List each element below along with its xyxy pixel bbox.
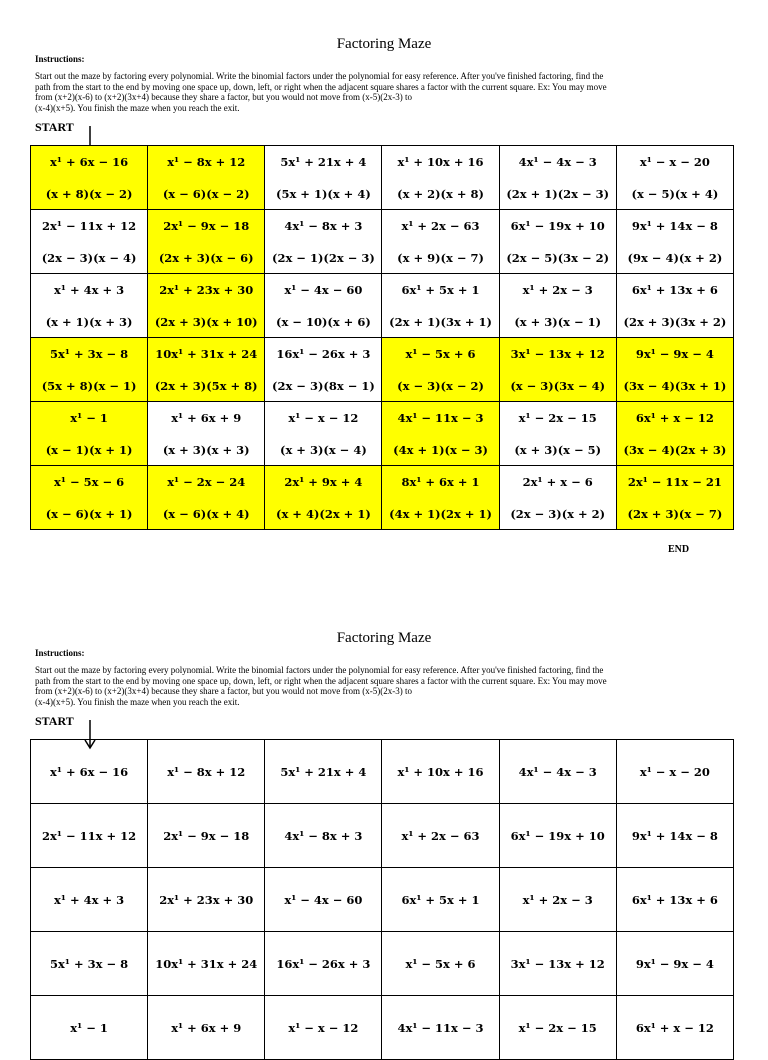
- binomial-factors: (2x + 3)(5x + 8): [154, 378, 258, 393]
- polynomial: 16x¹ − 26x + 3: [276, 346, 371, 361]
- polynomial: 4x¹ − 8x + 3: [284, 218, 363, 233]
- maze-cell: [148, 338, 265, 402]
- polynomial: 3x¹ − 13x + 12: [510, 956, 605, 971]
- polynomial: 8x¹ + 6x + 1: [401, 474, 480, 489]
- maze-cell: [382, 210, 499, 274]
- polynomial: x¹ + 2x − 3: [522, 892, 593, 907]
- polynomial: x¹ − 2x − 15: [518, 410, 597, 425]
- binomial-factors: (2x − 3)(8x − 1): [272, 378, 375, 393]
- instructions-label: Instructions:: [35, 54, 85, 64]
- binomial-factors: (9x − 4)(x + 2): [627, 250, 723, 265]
- maze-cell: [499, 338, 616, 402]
- maze-cell: [265, 740, 382, 804]
- maze-cell: [265, 402, 382, 466]
- binomial-factors: (x + 9)(x − 7): [397, 250, 484, 265]
- polynomial: 2x¹ − 11x + 12: [42, 218, 137, 233]
- maze-cell: [148, 210, 265, 274]
- instructions-line: from (x+2)(x-6) to (x+2)(3x+4) because they share a factor, but you would not move from (x-5)(2x-3) to: [35, 686, 413, 697]
- binomial-factors: (x − 5)(x + 4): [631, 186, 719, 201]
- polynomial: x¹ − 8x + 12: [167, 154, 246, 169]
- maze-cell: [499, 868, 616, 932]
- polynomial: x¹ + 2x − 63: [401, 828, 480, 843]
- binomial-factors: (2x + 3)(x + 10): [154, 314, 258, 329]
- polynomial: x¹ + 10x + 16: [397, 764, 484, 779]
- polynomial: x¹ − 4x − 60: [284, 892, 363, 907]
- maze-cell: [148, 146, 265, 210]
- polynomial: 9x¹ + 14x − 8: [631, 218, 718, 233]
- maze-cell: [382, 402, 499, 466]
- polynomial: x¹ − x − 12: [288, 410, 359, 425]
- instructions-text: [35, 71, 725, 113]
- maze-cell: [265, 466, 382, 530]
- binomial-factors: (2x − 3)(x − 4): [41, 250, 137, 265]
- polynomial: 6x¹ + 5x + 1: [401, 282, 480, 297]
- maze-cell: [382, 466, 499, 530]
- polynomial: 6x¹ + x − 12: [635, 410, 714, 425]
- maze-cell: [31, 466, 148, 530]
- polynomial: x¹ + 6x − 16: [50, 764, 129, 779]
- polynomial: 3x¹ − 13x + 12: [510, 346, 605, 361]
- binomial-factors: (x + 3)(x − 4): [280, 442, 367, 457]
- polynomial: x¹ − 2x − 15: [518, 1020, 597, 1035]
- maze-cell: [31, 740, 148, 804]
- page-title: Factoring Maze: [336, 36, 432, 52]
- maze-cell: [148, 274, 265, 338]
- polynomial: 5x¹ + 3x − 8: [50, 956, 129, 971]
- polynomial: x¹ + 6x − 16: [50, 154, 129, 169]
- maze-cell: [382, 740, 499, 804]
- maze-cell: [382, 338, 499, 402]
- maze-cell: [499, 146, 616, 210]
- binomial-factors: (2x − 5)(3x − 2): [506, 250, 610, 265]
- maze-cell: [265, 804, 382, 868]
- maze-cell: [148, 402, 265, 466]
- binomial-factors: (x + 1)(x + 3): [45, 314, 133, 329]
- start-label: START: [35, 714, 74, 728]
- maze-cell: [31, 402, 148, 466]
- maze-row: [31, 338, 734, 402]
- maze-cell: [499, 402, 616, 466]
- maze-cell: [382, 868, 499, 932]
- maze-cell: [31, 210, 148, 274]
- maze-cell: [31, 868, 148, 932]
- instructions-line: Start out the maze by factoring every polynomial. Write the binomial factors under the polynomial for easy reference. After you've finished factoring, find the: [35, 665, 604, 675]
- polynomial: x¹ − 2x − 24: [167, 474, 246, 489]
- binomial-factors: (2x − 3)(x + 2): [510, 506, 606, 521]
- maze-cell: [265, 932, 382, 996]
- maze-cell: [382, 804, 499, 868]
- maze-cell: [265, 338, 382, 402]
- polynomial: x¹ + 4x + 3: [54, 892, 125, 907]
- polynomial: 5x¹ + 3x − 8: [50, 346, 129, 361]
- maze-cell: [148, 804, 265, 868]
- maze-cell: [616, 466, 733, 530]
- polynomial: 2x¹ − 9x − 18: [163, 828, 250, 843]
- polynomial: x¹ − 4x − 60: [284, 282, 363, 297]
- binomial-factors: (2x + 1)(3x + 1): [389, 314, 492, 329]
- maze-row: [31, 402, 734, 466]
- binomial-factors: (x + 3)(x − 1): [514, 314, 602, 329]
- polynomial: 4x¹ − 4x − 3: [518, 764, 597, 779]
- maze-cell: [382, 146, 499, 210]
- end-label: END: [668, 544, 690, 555]
- maze-row: [31, 210, 734, 274]
- instructions-line: path from the start to the end by moving one space up, down, left, or right when the adjacent square shares a factor with the current square. Ex: You may move: [35, 675, 607, 686]
- polynomial: 4x¹ − 8x + 3: [284, 828, 363, 843]
- polynomial: 16x¹ − 26x + 3: [276, 956, 371, 971]
- maze-cell: [31, 146, 148, 210]
- maze-cell: [499, 274, 616, 338]
- binomial-factors: (x − 6)(x + 4): [162, 506, 250, 521]
- polynomial: 9x¹ + 14x − 8: [631, 828, 718, 843]
- binomial-factors: (2x + 1)(2x − 3): [506, 186, 610, 201]
- binomial-factors: (2x − 1)(2x − 3): [272, 250, 375, 265]
- instructions-label: Instructions:: [35, 648, 85, 658]
- maze-row: [31, 740, 734, 804]
- polynomial: 2x¹ + 9x + 4: [284, 474, 363, 489]
- maze-cell: [499, 210, 616, 274]
- maze-cell: [148, 466, 265, 530]
- instructions-line: from (x+2)(x-6) to (x+2)(3x+4) because they share a factor, but you would not move from (x-5)(2x-3) to: [35, 92, 413, 103]
- polynomial: x¹ + 10x + 16: [397, 154, 484, 169]
- maze-cell: [616, 868, 733, 932]
- binomial-factors: (x + 3)(x + 3): [162, 442, 250, 457]
- polynomial: x¹ − 5x − 6: [54, 474, 125, 489]
- polynomial: 2x¹ + 23x + 30: [159, 282, 254, 297]
- binomial-factors: (2x + 3)(x − 6): [158, 250, 254, 265]
- instructions-line: (x-4)(x+5). You finish the maze when you reach the exit.: [35, 696, 240, 707]
- polynomial: x¹ − 8x + 12: [167, 764, 246, 779]
- polynomial: x¹ − 5x + 6: [405, 956, 476, 971]
- maze-row: [31, 996, 734, 1060]
- binomial-factors: (x − 10)(x + 6): [276, 314, 371, 329]
- binomial-factors: (x − 1)(x + 1): [45, 442, 133, 457]
- maze-cell: [382, 932, 499, 996]
- binomial-factors: (x − 3)(3x − 4): [510, 378, 606, 393]
- polynomial: x¹ − 5x + 6: [405, 346, 476, 361]
- polynomial: 10x¹ + 31x + 24: [155, 956, 258, 971]
- polynomial: 2x¹ + 23x + 30: [159, 892, 254, 907]
- polynomial: x¹ − 1: [70, 1020, 108, 1035]
- maze-cell: [265, 274, 382, 338]
- maze-cell: [31, 804, 148, 868]
- polynomial: x¹ + 2x − 3: [522, 282, 593, 297]
- polynomial: x¹ + 4x + 3: [54, 282, 125, 297]
- instructions-line: path from the start to the end by moving one space up, down, left, or right when the adjacent square shares a factor with the current square. Ex: You may move: [35, 81, 607, 92]
- binomial-factors: (3x − 4)(2x + 3): [623, 442, 727, 457]
- polynomial: x¹ + 2x − 63: [401, 218, 480, 233]
- binomial-factors: (x + 4)(2x + 1): [276, 506, 371, 521]
- polynomial: 6x¹ − 19x + 10: [510, 218, 605, 233]
- maze-cell: [499, 466, 616, 530]
- maze-cell: [616, 740, 733, 804]
- polynomial: 10x¹ + 31x + 24: [155, 346, 258, 361]
- maze-cell: [31, 338, 148, 402]
- maze-cell: [148, 868, 265, 932]
- maze-cell: [616, 210, 733, 274]
- polynomial: 6x¹ − 19x + 10: [510, 828, 605, 843]
- maze-cell: [616, 402, 733, 466]
- maze-row: [31, 146, 734, 210]
- polynomial: 4x¹ − 4x − 3: [518, 154, 597, 169]
- polynomial: x¹ − x − 20: [639, 154, 710, 169]
- instructions-line: Start out the maze by factoring every polynomial. Write the binomial factors under the polynomial for easy reference. After you've finished factoring, find the: [35, 71, 604, 81]
- polynomial: x¹ + 6x + 9: [171, 410, 242, 425]
- page-title: Factoring Maze: [336, 630, 432, 646]
- start-label: START: [35, 120, 74, 134]
- maze-row: [31, 932, 734, 996]
- polynomial: 4x¹ − 11x − 3: [397, 410, 484, 425]
- maze-cell: [382, 996, 499, 1060]
- maze-cell: [616, 274, 733, 338]
- polynomial: 2x¹ − 11x + 12: [42, 828, 137, 843]
- polynomial: 2x¹ − 9x − 18: [163, 218, 250, 233]
- instructions-text: [35, 665, 725, 707]
- polynomial: 4x¹ − 11x − 3: [397, 1020, 484, 1035]
- maze-cell: [31, 932, 148, 996]
- maze-cell: [616, 932, 733, 996]
- binomial-factors: (2x + 3)(x − 7): [627, 506, 723, 521]
- binomial-factors: (4x + 1)(x − 3): [393, 442, 488, 457]
- binomial-factors: (5x + 1)(x + 4): [276, 186, 371, 201]
- polynomial: 5x¹ + 21x + 4: [280, 154, 367, 169]
- binomial-factors: (3x − 4)(3x + 1): [623, 378, 727, 393]
- maze-cell: [499, 804, 616, 868]
- binomial-factors: (5x + 8)(x − 1): [41, 378, 137, 393]
- polynomial: 9x¹ − 9x − 4: [635, 346, 714, 361]
- maze-cell: [148, 740, 265, 804]
- maze-cell: [265, 210, 382, 274]
- polynomial: x¹ − x − 20: [639, 764, 710, 779]
- binomial-factors: (x + 3)(x − 5): [514, 442, 602, 457]
- blank-maze-grid: [30, 739, 734, 1060]
- polynomial: 9x¹ − 9x − 4: [635, 956, 714, 971]
- polynomial: 6x¹ + 13x + 6: [631, 282, 718, 297]
- maze-cell: [265, 996, 382, 1060]
- solved-maze-grid: [30, 145, 734, 530]
- maze-cell: [616, 996, 733, 1060]
- binomial-factors: (x + 2)(x + 8): [397, 186, 484, 201]
- maze-cell: [148, 996, 265, 1060]
- maze-cell: [499, 740, 616, 804]
- polynomial: x¹ − 1: [70, 410, 108, 425]
- maze-row: [31, 274, 734, 338]
- maze-cell: [616, 146, 733, 210]
- maze-cell: [616, 804, 733, 868]
- maze-cell: [499, 932, 616, 996]
- maze-cell: [31, 274, 148, 338]
- maze-row: [31, 868, 734, 932]
- polynomial: 2x¹ + x − 6: [522, 474, 593, 489]
- polynomial: 6x¹ + 13x + 6: [631, 892, 718, 907]
- binomial-factors: (x + 8)(x − 2): [45, 186, 133, 201]
- maze-row: [31, 466, 734, 530]
- polynomial: x¹ + 6x + 9: [171, 1020, 242, 1035]
- maze-cell: [265, 868, 382, 932]
- maze-cell: [382, 274, 499, 338]
- polynomial: 5x¹ + 21x + 4: [280, 764, 367, 779]
- maze-cell: [148, 932, 265, 996]
- polynomial: 6x¹ + 5x + 1: [401, 892, 480, 907]
- maze-cell: [31, 996, 148, 1060]
- maze-cell: [499, 996, 616, 1060]
- binomial-factors: (x − 6)(x − 2): [162, 186, 250, 201]
- binomial-factors: (x − 3)(x − 2): [397, 378, 484, 393]
- binomial-factors: (x − 6)(x + 1): [45, 506, 133, 521]
- maze-cell: [616, 338, 733, 402]
- polynomial: x¹ − x − 12: [288, 1020, 359, 1035]
- maze-cell: [265, 146, 382, 210]
- polynomial: 6x¹ + x − 12: [635, 1020, 714, 1035]
- binomial-factors: (4x + 1)(2x + 1): [389, 506, 492, 521]
- binomial-factors: (2x + 3)(3x + 2): [623, 314, 727, 329]
- instructions-line: (x-4)(x+5). You finish the maze when you reach the exit.: [35, 102, 240, 113]
- maze-row: [31, 804, 734, 868]
- polynomial: 2x¹ − 11x − 21: [627, 474, 722, 489]
